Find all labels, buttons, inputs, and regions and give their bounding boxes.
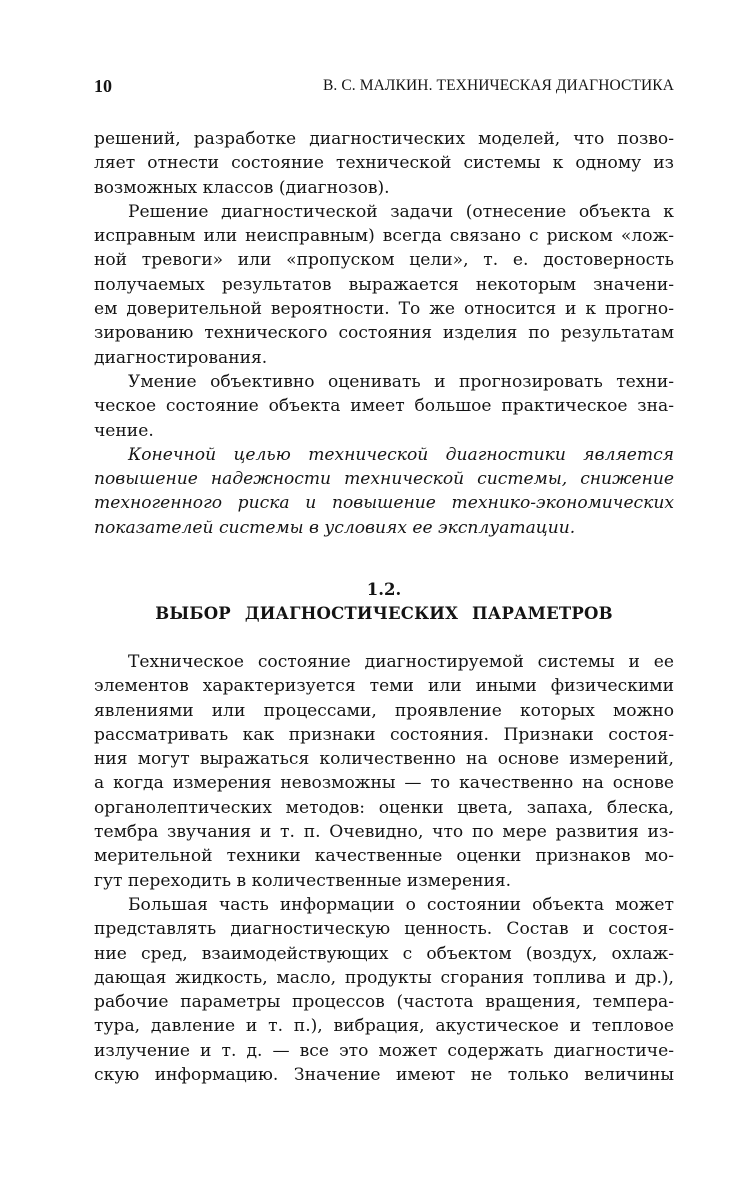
text-line: дающая жидкость, масло, продукты сгорания топлива и др.), [94,967,674,988]
text-line: гут переходить в количественные измерения. [94,870,512,891]
page-number: 10 [94,76,112,96]
text-line: диагностирования. [94,347,268,368]
text-line: Умение объективно оценивать и прогнозировать техни- [128,371,674,392]
text-line: а когда измерения невозможны — то качественно на основе [94,773,674,794]
text-line: ния могут выражаться количественно на основе измерений, [94,749,674,770]
running-head-title: В. С. МАЛКИН. ТЕХНИЧЕСКАЯ ДИАГНОСТИКА [322,77,674,94]
italic-text-line: техногенного риска и повышение технико-экономических [94,493,674,514]
text-line: ной тревоги» или «пропуском цели», т. е. достоверность [94,250,674,271]
text-line: явлениями или процессами, проявление которых можно [94,700,674,721]
text-line: зированию технического состояния изделия по результатам [94,323,674,344]
section-number: 1.2. [366,580,402,599]
text-line: мерительной техники качественные оценки признаков мо- [94,846,674,867]
running-head [94,74,674,98]
text-line: тембра звучания и т. п. Очевидно, что по мере развития из- [94,822,674,843]
text-line: ем доверительной вероятности. То же относится и к прогно- [94,299,674,320]
text-line: скую информацию. Значение имеют не только величины [94,1065,674,1086]
italic-text-line: показателей системы в условиях ее эксплуатации. [94,517,576,538]
text-line: исправным или неисправным) всегда связано с риском «лож- [94,226,674,247]
text-line: решений, разработке диагностических моделей, что позво- [94,129,674,149]
text-line: получаемых результатов выражается некоторым значени- [94,274,674,295]
text-line: рабочие параметры процессов (частота вращения, темпера- [94,992,674,1013]
italic-text-line: повышение надежности технической системы, снижение [94,469,674,490]
italic-text-line: Конечной целью технической диагностики является [128,444,674,465]
section-title: ВЫБОР ДИАГНОСТИЧЕСКИХ ПАРАМЕТРОВ [155,604,613,623]
text-line: излучение и т. д. — все это может содержать диагностиче- [94,1040,674,1061]
text-line: элементов характеризуется теми или иными физическими [94,676,674,697]
text-line: ческое состояние объекта имеет большое практическое зна- [94,396,674,417]
text-line: Большая часть информации о состоянии объекта может [128,894,674,915]
section-heading [94,578,674,626]
text-line: ляет отнести состояние технической системы к одному из [94,153,674,174]
text-line: тура, давление и т. п.), вибрация, акустическое и тепловое [94,1016,674,1037]
text-line: возможных классов (диагнозов). [94,177,390,198]
text-line: ние сред, взаимодействующих с объектом (воздух, охлаж- [94,943,674,964]
text-line: органолептических методов: оценки цвета, запаха, блеска, [94,797,674,818]
text-line: рассматривать как признаки состояния. Признаки состоя- [94,724,674,745]
text-line: Решение диагностической задачи (отнесение объекта к [128,201,674,222]
text-line: Техническое состояние диагностируемой системы и ее [128,652,674,672]
text-line: представлять диагностическую ценность. Состав и состоя- [94,919,674,940]
text-block-intro [94,127,674,540]
text-line: чение. [94,420,154,441]
text-block-section [94,650,674,1087]
